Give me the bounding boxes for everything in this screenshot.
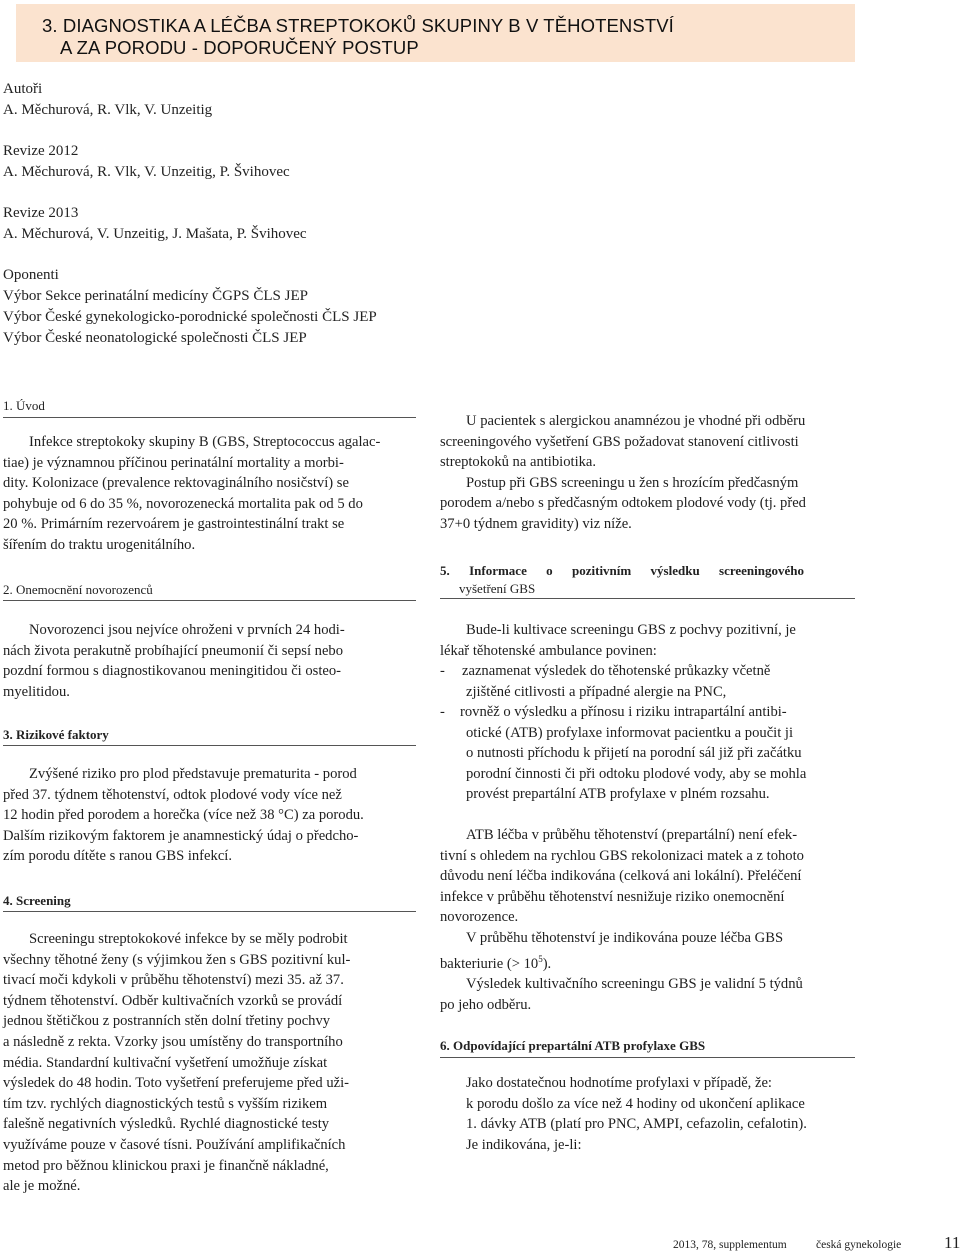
text-line: V průběhu těhotenství je indikována pouze léčba GBS xyxy=(466,929,784,946)
text-line: jednou štětičkou z postranních stěn dolní třetiny pochvy xyxy=(3,1013,331,1030)
section-3-rule xyxy=(3,745,416,746)
opponent-3: Výbor České neonatologické společnosti ČLS JEP xyxy=(3,330,307,346)
text-line: všechny těhotné ženy (s výjimkou žen s GBS pozitivní kul- xyxy=(3,951,351,968)
text-line: šířením do traktu urogenitálního. xyxy=(3,536,196,553)
text-line: o nutnosti příchodu k přijetí na porodní sál již při začátku xyxy=(466,745,802,762)
list-item-inform-patient xyxy=(440,702,860,805)
text-line: nách života perakutně probíhající pneumonií či sepsí nebo xyxy=(3,642,344,659)
text-line: před 37. týdnem těhotenství, odtok plodové vody více než xyxy=(3,786,342,803)
revision-2012-authors: A. Měchurová, R. Vlk, V. Unzeitig, P. Švihovec xyxy=(3,164,290,180)
page-number: 11 xyxy=(944,1233,960,1252)
text-line: tivní s ohledem na rychlou GBS rekolonizaci matek a z tohoto xyxy=(440,847,804,864)
text-line: důvodu není léčba indikována (celková ani lokální). Přeléčení xyxy=(440,868,802,885)
text-line: metod pro běžnou klinickou praxi je finančně nákladné, xyxy=(3,1157,329,1174)
text-line: média. Standardní kultivační vyšetření umožňuje získat xyxy=(3,1054,328,1071)
chapter-title-line-1: 3. DIAGNOSTIKA A LÉČBA STREPTOKOKŮ SKUPINY B V TĚHOTENSTVÍ xyxy=(42,15,674,36)
opponent-2: Výbor České gynekologicko-porodnické společnosti ČLS JEP xyxy=(3,309,377,325)
chapter-title xyxy=(42,15,674,59)
section-4-title: 4. Screening xyxy=(3,893,71,908)
list-dash: - xyxy=(440,663,445,679)
text-line: lékař těhotenské ambulance povinen: xyxy=(440,642,657,659)
text-line: využíváme pouze v časové tísni. Používání amplifikačních xyxy=(3,1136,346,1153)
text-line: falešně negativních výsledků. Rychlé diagnostické testy xyxy=(3,1116,330,1133)
text-line: novorozence. xyxy=(440,909,519,926)
section-2-title: 2. Onemocnění novorozenců xyxy=(3,582,153,597)
text-line: Dalším rizikovým faktorem je anamnestický údaj o předcho- xyxy=(3,827,359,844)
text-line: streptokoků na antibiotika. xyxy=(440,454,597,471)
text-line: k porodu došlo za více než 4 hodiny od ukončení aplikace xyxy=(466,1095,805,1112)
gbs-allergy-text xyxy=(440,411,860,535)
revision-2013-label: Revize 2013 xyxy=(3,205,79,221)
section-1-title: 1. Úvod xyxy=(3,398,45,413)
list-item-record-result xyxy=(440,661,860,702)
text-line: Zvýšené riziko pro plod představuje prematurita - porod xyxy=(29,766,357,782)
text-line: U pacientek s alergickou anamnézou je vhodné při odběru xyxy=(466,413,806,429)
text-line: zjištěné citlivosti a případné alergie na PNC, xyxy=(466,683,727,700)
text-line: Je indikována, je-li: xyxy=(466,1136,582,1153)
text-line: tivací moči kdykoli v průběhu těhotenství) mezi 35. až 37. xyxy=(3,972,344,989)
text-line: bakteriurie (> $10^5$). xyxy=(440,953,552,972)
section-5-intro xyxy=(440,620,860,661)
section-2-rule xyxy=(3,600,416,601)
text-line: screeningového vyšetření GBS požadovat stanovení citlivosti xyxy=(440,433,799,450)
text-line: 37+0 týdnem gravidity) viz níže. xyxy=(440,515,632,532)
text-line: výsledek do 48 hodin. Toto vyšetření preferujeme před uži- xyxy=(3,1075,350,1092)
text-line: 1. dávky ATB (platí pro PNC, AMPI, cefazolin, cefalotin). xyxy=(466,1116,807,1133)
text-line: Screeningu streptokokové infekce by se měly podrobit xyxy=(29,931,348,947)
section-1-rule xyxy=(3,417,416,418)
section-3-title: 3. Rizikové faktory xyxy=(3,727,109,742)
authors: A. Měchurová, R. Vlk, V. Unzeitig xyxy=(3,102,213,118)
text-line: 20 %. Primárním rezervoárem je gastrointestinální trakt se xyxy=(3,516,345,533)
text-line: Infekce streptokoky skupiny B (GBS, Streptococcus agalac- xyxy=(29,434,381,450)
text-line: ATB léčba v průběhu těhotenství (prepartální) není efek- xyxy=(466,827,798,843)
text-line: 12 hodin před porodem a horečka (více než 38 °C) za porodu. xyxy=(3,807,364,824)
text-line: ale je možné. xyxy=(3,1178,81,1195)
list-dash: - xyxy=(440,704,445,720)
text-line: Postup při GBS screeningu u žen s hrozícím předčasným xyxy=(466,474,799,491)
footer-journal: česká gynekologie xyxy=(816,1239,902,1251)
text-line: infekce v průběhu těhotenství nesnižuje riziko onemocnění xyxy=(440,888,785,905)
footer-issue: 2013, 78, supplementum xyxy=(673,1239,787,1251)
text-line: Výsledek kultivačního screeningu GBS je validní 5 týdnů xyxy=(466,976,803,993)
section-6-rule xyxy=(440,1057,855,1058)
text-line: provést prepartální ATB profylaxe v plném rozsahu. xyxy=(466,786,770,803)
text-line: dity. Kolonizace (prevalence rektovaginálního nosičství) se xyxy=(3,475,349,492)
text-line: porodní činnosti či při odtoku plodové vody, aby se mohla xyxy=(466,765,807,782)
authors-label: Autoři xyxy=(3,81,43,97)
chapter-title-banner xyxy=(16,4,855,62)
revision-2012-label: Revize 2012 xyxy=(3,143,79,159)
text-line: myelitidou. xyxy=(3,683,70,700)
section-4-rule xyxy=(3,911,416,912)
section-5-title-continued: vyšetření GBS xyxy=(459,581,536,596)
section-5-title: 5. Informace o pozitivním výsledku screeningového xyxy=(440,563,804,578)
text-line: otické (ATB) profylaxe informovat pacientku a poučit ji xyxy=(466,724,794,741)
text-line: rovněž o výsledku a přínosu i riziku intrapartální antibi- xyxy=(460,704,787,720)
text-line: Bude-li kultivace screeningu GBS z pochvy pozitivní, je xyxy=(466,622,796,638)
text-line: a následně z rekta. Vzorky jsou umístěny do transportního xyxy=(3,1033,343,1050)
text-line: Novorozenci jsou nejvíce ohroženi v prvních 24 hodi- xyxy=(29,622,345,638)
text-line: pohybuje od 6 do 35 %, novorozenecká mortalita pak od 5 do xyxy=(3,495,363,512)
revision-2013-authors: A. Měchurová, V. Unzeitig, J. Mašata, P. Švihovec xyxy=(3,226,307,242)
text-line: zaznamenat výsledek do těhotenské průkazky včetně xyxy=(462,663,771,679)
text-line: po jeho odběru. xyxy=(440,996,532,1013)
text-line: Jako dostatečnou hodnotíme profylaxi v případě, že: xyxy=(466,1075,772,1091)
text-line: tiae) je významnou příčinou perinatální mortality a morbi- xyxy=(3,454,344,471)
section-5-rule xyxy=(440,598,855,599)
section-6-text xyxy=(466,1073,860,1155)
section-2-text xyxy=(3,620,421,702)
text-line: týdnem těhotenství. Odběr kultivačních vzorků se provádí xyxy=(3,992,343,1009)
section-5-atb-text xyxy=(440,825,860,1015)
section-4-text xyxy=(3,929,421,1197)
text-line: porodem a/nebo s předčasným odtokem plodové vody (tj. před xyxy=(440,495,806,512)
section-3-text xyxy=(3,764,421,867)
section-6-title: 6. Odpovídající prepartální ATB profylaxe GBS xyxy=(440,1038,706,1053)
section-1-text xyxy=(3,432,421,556)
text-line: pozdní formou s diagnostikovanou meningitidou či osteo- xyxy=(3,663,342,680)
text-line: zím porodu dítěte s ranou GBS infekcí. xyxy=(3,848,232,865)
opponent-1: Výbor Sekce perinatální medicíny ČGPS ČLS JEP xyxy=(3,288,308,304)
text-line: tím tzv. rychlých diagnostických testů s vyšším rizikem xyxy=(3,1095,328,1112)
chapter-title-line-2: A ZA PORODU - DOPORUČENÝ POSTUP xyxy=(60,37,419,58)
opponents-label: Oponenti xyxy=(3,267,59,283)
